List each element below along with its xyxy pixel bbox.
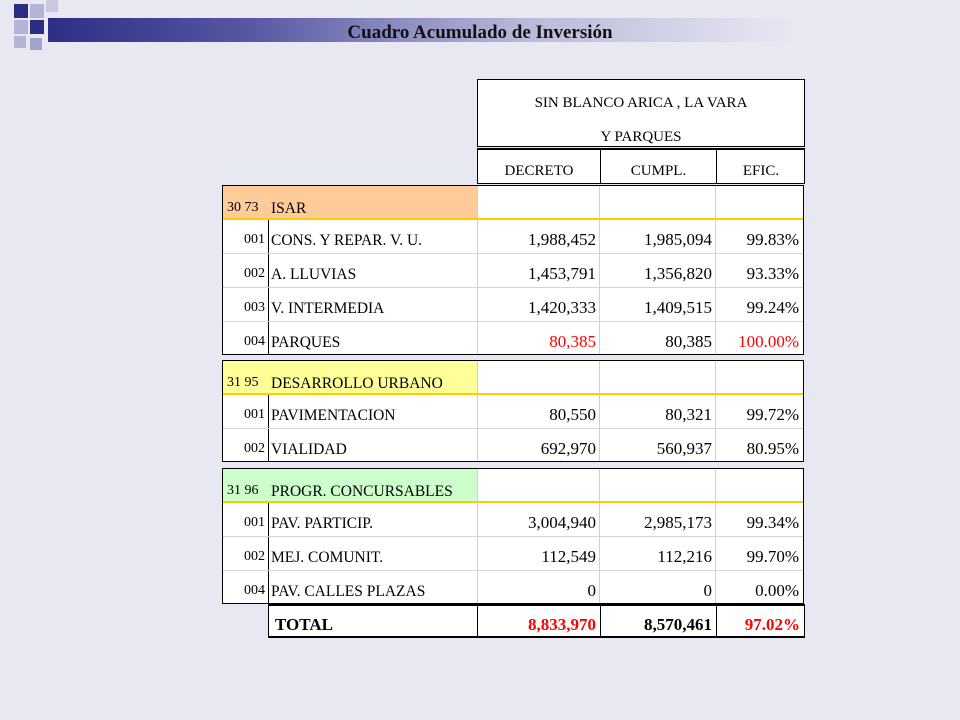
- row-code: 001: [244, 232, 265, 247]
- row-decreto: 1,453,791: [528, 264, 596, 283]
- row-name: CONS. Y REPAR. V. U.: [271, 232, 423, 249]
- row-decreto: 0: [587, 581, 596, 600]
- row-name: VIALIDAD: [271, 441, 347, 458]
- row-decreto: 1,420,333: [528, 298, 596, 317]
- row-name: PAVIMENTACION: [271, 407, 396, 424]
- row-cumpl: 0: [703, 581, 712, 600]
- row-code: 002: [244, 549, 265, 564]
- column-header-decreto: DECRETO: [504, 163, 574, 179]
- total-label: TOTAL: [275, 615, 333, 634]
- total-cumpl: 8,570,461: [644, 615, 712, 634]
- row-cumpl: 560,937: [656, 439, 712, 458]
- row-decreto: 1,988,452: [528, 230, 596, 249]
- section-1: [222, 360, 804, 462]
- row-code: 002: [244, 266, 265, 281]
- section-code: 31 95: [227, 375, 259, 390]
- section-name: DESARROLLO URBANO: [271, 375, 443, 392]
- row-decreto: 692,970: [540, 439, 596, 458]
- row-efic: 99.34%: [746, 513, 799, 532]
- row-efic: 0.00%: [755, 581, 799, 600]
- row-cumpl: 2,985,173: [644, 513, 712, 532]
- total-decreto: 8,833,970: [528, 615, 596, 634]
- section-code: 30 73: [227, 200, 259, 215]
- row-decreto: 3,004,940: [528, 513, 596, 532]
- decorative-square: [30, 4, 44, 18]
- row-decreto: 80,385: [549, 332, 596, 351]
- section-0: [222, 185, 804, 355]
- row-efic: 99.72%: [746, 405, 799, 424]
- column-header-efic: EFIC.: [742, 163, 780, 179]
- page-title: Cuadro Acumulado de Inversión: [347, 22, 613, 43]
- decorative-square: [46, 0, 58, 12]
- row-efic: 93.33%: [746, 264, 799, 283]
- row-name: A. LLUVIAS: [271, 266, 357, 283]
- row-efic: 100.00%: [738, 332, 799, 351]
- row-cumpl: 1,356,820: [644, 264, 712, 283]
- row-decreto: 80,550: [549, 405, 596, 424]
- total-efic: 97.02%: [744, 615, 800, 634]
- total-row: [268, 604, 805, 638]
- row-code: 004: [244, 334, 265, 349]
- row-efic: 99.70%: [746, 547, 799, 566]
- section-code: 31 96: [227, 483, 259, 498]
- row-name: MEJ. COMUNIT.: [271, 549, 384, 566]
- row-efic: 99.83%: [746, 230, 799, 249]
- row-code: 002: [244, 441, 265, 456]
- row-code: 001: [244, 407, 265, 422]
- row-cumpl: 80,385: [665, 332, 712, 351]
- row-cumpl: 1,985,094: [644, 230, 712, 249]
- decorative-square: [14, 4, 28, 18]
- row-cumpl: 112,216: [657, 547, 712, 566]
- row-name: PAV. PARTICIP.: [271, 515, 374, 532]
- group-header-line1: SIN BLANCO ARICA , LA VARA: [534, 95, 748, 111]
- row-efic: 80.95%: [746, 439, 799, 458]
- row-decreto: 112,549: [541, 547, 596, 566]
- section-name: PROGR. CONCURSABLES: [271, 483, 453, 500]
- row-code: 003: [244, 300, 265, 315]
- row-name: V. INTERMEDIA: [271, 300, 385, 317]
- row-name: PAV. CALLES PLAZAS: [271, 583, 426, 600]
- section-header-row: [223, 186, 477, 218]
- row-cumpl: 80,321: [665, 405, 712, 424]
- section-2: [222, 468, 804, 604]
- column-header-cumpl: CUMPL.: [630, 163, 687, 179]
- row-name: PARQUES: [271, 334, 341, 351]
- row-cumpl: 1,409,515: [644, 298, 712, 317]
- row-code: 004: [244, 583, 265, 598]
- row-code: 001: [244, 515, 265, 530]
- group-header-line2: Y PARQUES: [600, 129, 682, 145]
- row-efic: 99.24%: [746, 298, 799, 317]
- column-headers: [477, 148, 805, 184]
- section-name: ISAR: [271, 200, 307, 217]
- column-group-header: [477, 79, 805, 147]
